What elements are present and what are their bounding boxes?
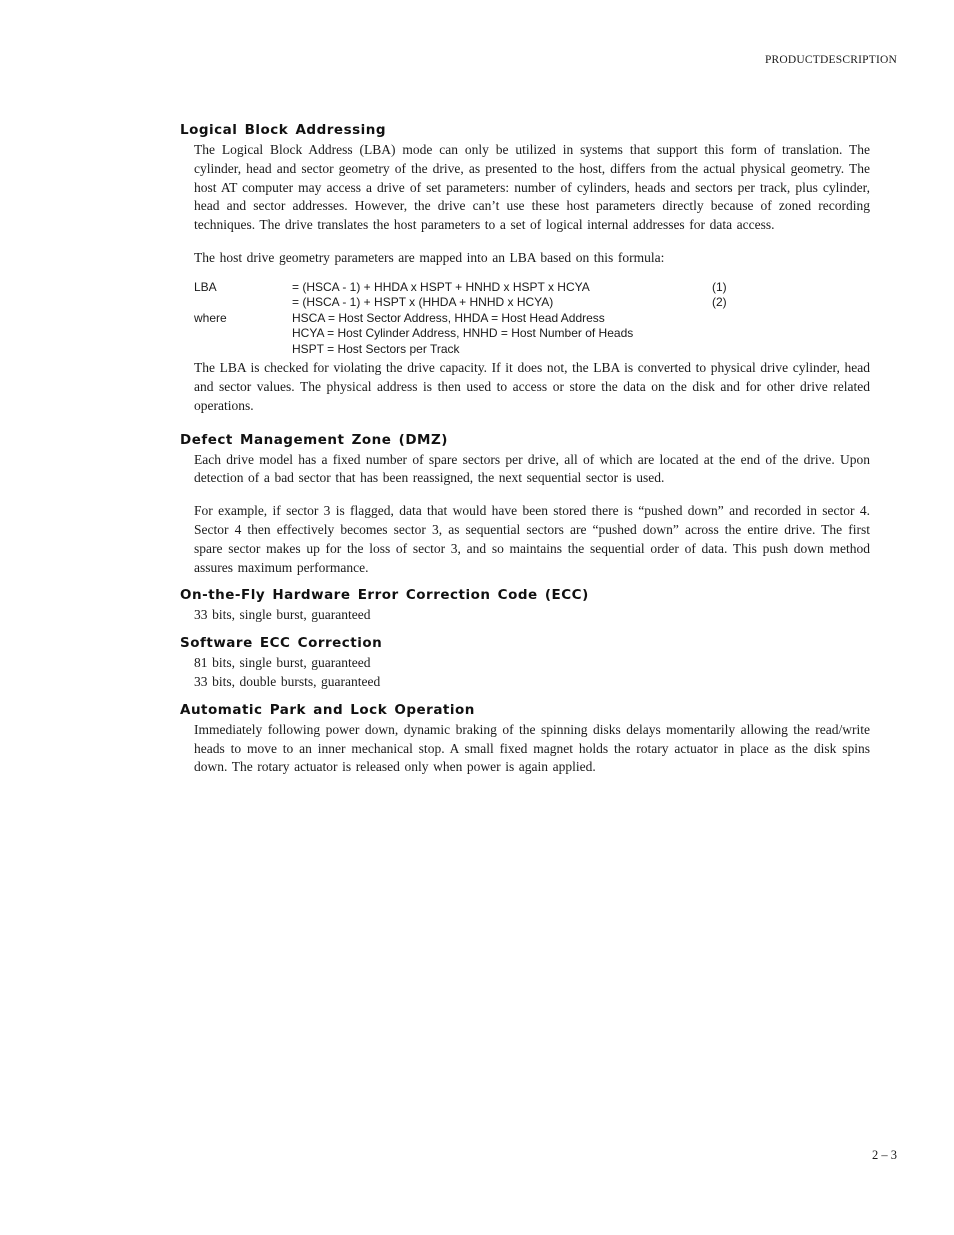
formula-expression: = (HSCA - 1) + HSPT x (HHDA + HNHD x HCYA) bbox=[292, 295, 554, 310]
spec-line: 81 bits, single burst, guaranteed bbox=[194, 655, 371, 671]
paragraph: Immediately following power down, dynamic braking of the spinning disks delays momentarily allowing the read/write heads to move to an inner mechanical stop. A small fixed magnet holds the rotary actuator in place as the disk spins down. The rotary actuator is released only when power is again applied. bbox=[194, 721, 870, 775]
section-body bbox=[194, 654, 870, 692]
paragraph: The host drive geometry parameters are mapped into an LBA based on this formula: bbox=[194, 249, 665, 265]
formula-expression: HSCA = Host Sector Address, HHDA = Host Head Address bbox=[292, 310, 605, 325]
formula-row bbox=[194, 280, 870, 296]
section-software-ecc bbox=[180, 635, 870, 692]
section-body bbox=[194, 359, 870, 415]
formula-row bbox=[194, 311, 870, 327]
lba-formula bbox=[194, 280, 870, 358]
formula-row bbox=[194, 326, 870, 342]
section-heading: Software ECC Correction bbox=[180, 635, 383, 652]
formula-label: where bbox=[194, 310, 227, 325]
formula-label bbox=[194, 295, 292, 311]
formula-reference: (1) bbox=[712, 279, 727, 294]
paragraph: The Logical Block Address (LBA) mode can only be utilized in systems that support this form of translation. The cylinder, head and sector geometry of the drive, as presented to the host, differs from the actual physical geometry. The host AT computer may access a drive of set parameters: number of cylinders, heads and sectors per track, plus cylinder, head and sector addresses. However, the drive can’t use these host parameters directly because of zoned recording techniques. The drive translates the host parameters to a set of logical internal addresses for data access. bbox=[194, 142, 870, 233]
formula-reference bbox=[712, 311, 870, 327]
page-content bbox=[180, 122, 870, 787]
paragraph: For example, if sector 3 is flagged, data that would have been stored there is “pushed down” and recorded in sector 4. Sector 4 then effectively becomes sector 3, as sequential sectors are “pushed down” across the entire drive. The first spare sector makes up for the loss of sector 3, and so maintains the sequential order of data. This push down method assures maximum performance. bbox=[194, 503, 870, 575]
formula-row bbox=[194, 295, 870, 311]
section-heading: On-the-Fly Hardware Error Correction Code (ECC) bbox=[180, 587, 589, 604]
paragraph: The LBA is checked for violating the drive capacity. If it does not, the LBA is converted to physical drive cylinder, head and sector values. The physical address is then used to access or store the data on the disk and for other drive related operations. bbox=[194, 360, 870, 413]
section-defect-management-zone bbox=[180, 432, 870, 578]
section-hardware-ecc bbox=[180, 587, 870, 625]
page-header: PRODUCTDESCRIPTION bbox=[764, 54, 897, 66]
section-body bbox=[194, 606, 870, 625]
section-heading: Logical Block Addressing bbox=[180, 122, 387, 138]
formula-reference bbox=[712, 326, 870, 342]
spec-line: 33 bits, double bursts, guaranteed bbox=[194, 674, 381, 690]
section-body bbox=[194, 721, 870, 777]
section-logical-block-addressing bbox=[180, 122, 870, 416]
formula-reference bbox=[712, 342, 870, 358]
formula-label: LBA bbox=[194, 279, 217, 294]
formula-expression: HCYA = Host Cylinder Address, HNHD = Host Number of Heads bbox=[292, 326, 634, 341]
formula-label bbox=[194, 326, 292, 342]
spec-line: 33 bits, single burst, guaranteed bbox=[194, 607, 371, 623]
formula-label bbox=[194, 342, 292, 358]
formula-expression: HSPT = Host Sectors per Track bbox=[292, 341, 460, 356]
section-automatic-park-and-lock bbox=[180, 702, 870, 777]
section-heading: Defect Management Zone (DMZ) bbox=[180, 431, 448, 448]
page-number: 2 – 3 bbox=[872, 1148, 897, 1162]
paragraph: Each drive model has a fixed number of spare sectors per drive, all of which are located at the end of the drive. Upon detection of a bad sector that has been reassigned, the next sequential sector is used. bbox=[194, 451, 870, 486]
section-body bbox=[194, 451, 870, 578]
section-heading: Automatic Park and Lock Operation bbox=[180, 701, 475, 718]
section-body bbox=[194, 141, 870, 268]
formula-row bbox=[194, 342, 870, 358]
formula-reference: (2) bbox=[712, 295, 727, 310]
formula-expression: = (HSCA - 1) + HHDA x HSPT + HNHD x HSPT x HCYA bbox=[292, 279, 590, 294]
